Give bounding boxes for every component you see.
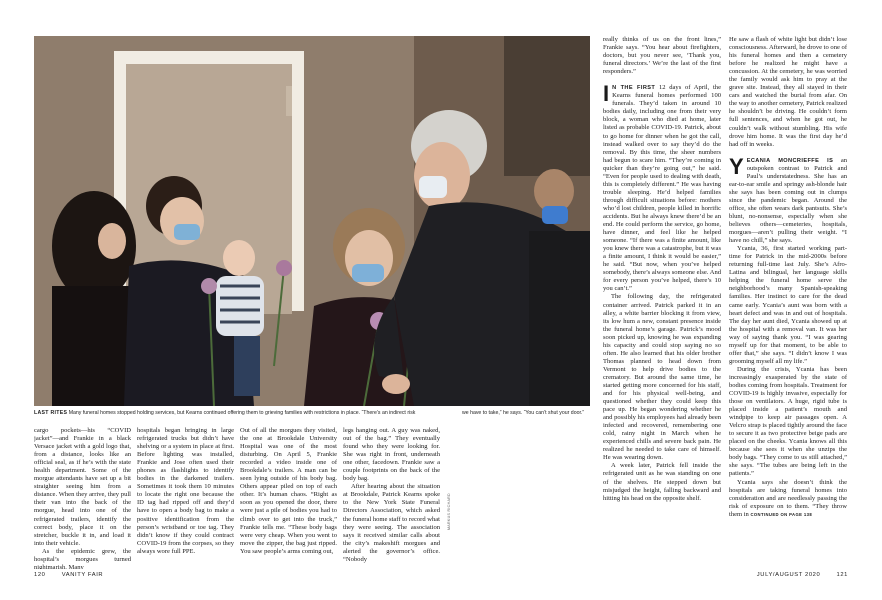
lead-in-2: ECANIA MONCRIEFFE IS <box>746 157 834 164</box>
page-number-right: 121 <box>836 572 848 578</box>
column-right-b-paragraph-5 <box>729 479 847 519</box>
magazine-name: VANITY FAIR <box>61 572 104 578</box>
page-number-left: 120 <box>34 572 46 578</box>
section-body: 12 days of April, the Kearns funeral homes performed 100 funerals. They’d taken in around 10 bodies daily, including one from their very block, a woman who died at home, later listed as probable COVID-19. Patrick, about to go home for dinner when he got the call, instead walked over to say they’d do the removal. By this time, the sheer numbers had begun to scare him. “They’re coming in quicker than they’re going out,” he said. “Even for people used to dealing with death, this is completely different.” He was having trouble sleeping. He’d helped families through difficult situations before: mothers who’d lost children, people killed in horrific accidents. But he always knew there’d be an end. He could perform the service, go home, have dinner, and feel like he helped someone. “If there was a finite amount, like you knew there was a catastrophe, but it was a finite amount, I think it would be easier,” he said. “But now, when you’ve helped somebody, there’s always someone else. And for every person you’ve helped, there’s 10 you can’t.” <box>603 84 721 293</box>
caption-text: Many funeral homes stopped holding services, but Kearns continued offering them to grieving families with restrictions in place. “There’s an indirect risk <box>67 410 416 416</box>
column-4-lower-paragraph-2: After hearing about the situation at Brookdale, Patrick Kearns spoke to the New York State Funeral Directors Association, which asked the funeral home staff to record what they were seeing. The association says it received similar calls about the city’s makeshift morgues and alerted the governor’s office. “Nobody <box>343 483 440 563</box>
column-2-paragraph: hospitals began bringing in large refrigerated trucks but didn’t have shelving or a system in place at first. Before lighting was installed, Frankie and Jose often used their phones as flashlights to identify bodies in the darkened trailers. Sometimes it took them 10 minutes to locate the right one because the ID tag had ripped off and they’d have to open a body bag to make a positive identification from the person’s wristband or toe tag. They didn’t know if they could contract COVID-19 from the corpses, so they always wore full PPE. <box>137 427 234 555</box>
column-4-lower-paragraph: legs hanging out. A guy was naked, out of the bag.” They eventually found who they were looking for. She was right in front, underneath one other, facedown. Frankie saw a couple footprints on the back of the body bag. <box>343 427 440 483</box>
section-body-2: an outspoken contrast to Patrick and Paul’s understatedness. She has an ear-to-ear smile and springy ash-blonde hair she says has been coming out in clumps since the pandemic began. Around the office, she often wears dark pantsuits. She’s blunt, no-nonsense, especially when she believes others—cemeteries, hospitals, morgues—aren’t pulling their weight. “I have no chill,” she says. <box>729 156 847 245</box>
column-right-a <box>603 36 721 570</box>
funeral-photo <box>34 36 590 406</box>
footer-right <box>757 572 848 578</box>
column-1-paragraph-2: As the epidemic grew, the hospital’s morgues turned nightmarish. Many <box>34 547 131 569</box>
footer-left <box>34 572 103 578</box>
column-2 <box>137 427 234 569</box>
column-right-a-paragraph-3: A week later, Patrick fell inside the refrigerated unit as he was standing on one of the shelves. He stepped down but misjudged the height, falling backward and hitting his head on the opposite shelf. <box>603 462 721 502</box>
column-right-a-intro: really thinks of us on the front lines,” Frankie says. “You hear about firefighters, doctors, but you never see, ‘Thank you, funeral directors.’ We’re the last of the first responders.” <box>603 36 721 76</box>
section-start-paragraph <box>603 81 721 293</box>
column-right-b <box>729 36 847 570</box>
photo-credit: MARKUS RICHARD <box>447 493 451 530</box>
photo-caption <box>34 410 590 417</box>
drop-cap-i: I <box>603 81 610 107</box>
column-right-b-paragraph-1: He saw a flash of white light but didn’t lose consciousness. Afterward, he drove to one of his funeral homes and then a cemetery before he realized he might have a concussion. At the cemetery, he was worried the family would ask him to pray at the grave site. Instead, they all stayed in their cars and watched the burial from afar. On the way to another cemetery, Patrick realized he shouldn’t be driving. He couldn’t form full sentences, and when he got out, he couldn’t walk without stumbling. His wife drove him home. It was the first day he’d had off in weeks. <box>729 36 847 148</box>
final-sentence: Ycania says she doesn’t think the hospitals are taking funeral homes into consideration and are needlessly passing the risk of exposure on to them. “They throw them in <box>729 478 847 518</box>
column-right-a-paragraph-2: The following day, the refrigerated container arrived. Patrick parked it in an alley, a white barrier blocking it from view, its low hum a new, constant presence inside the funeral home’s garage. Patrick’s mood soon picked up, knowing he was expanding his capacity and could stop saying no so often. He also learned that his older brother Thomas planned to head down from Vermont to help drive bodies to the crematory. But around the same time, he started getting more concerned for his staff, and for his physical well-being, and questioned whether they could keep this pace up. He began wondering whether he and possibly his employees had already been infected and recovered, remembering one cold, rainy night in March when he experienced chills and severe back pain. He realized he needed to take care of himself. He was wearing down. <box>603 293 721 462</box>
continued-link[interactable]: CONTINUED ON PAGE 138 <box>750 511 813 517</box>
column-3-paragraph: Out of all the morgues they visited, the one at Brookdale University Hospital was one of the most disturbing. On April 5, Frankie recorded a video inside one of Brookdale’s trailers. A man can be seen lying outside of his body bag. Others appear piled on top of each other. It’s human chaos. “Right as soon as you opened the door, there were just a pile of bodies you had to climb over to get into the truck,” Frankie tells me. “These body bags were very cheap. When you went to move the zipper, the bag just ripped. You saw people’s arms coming out, <box>240 427 337 555</box>
lead-in: N THE FIRST <box>612 85 656 92</box>
column-right-b-paragraph-3: Ycania, 36, first started working part-time for Patrick in the mid-2000s before returning full-time last July. She’s Afro-Latina and bilingual, her language skills helping the funeral home serve the neighborhood’s many Spanish-speaking families. Her instinct to care for the dead came early. Ycania’s aunt was born with a heart defect and was in and out of hospitals. The day her aunt died, Ycania showed up at the hospital with a removal van. It was her way of saying thank you. “I was gearing myself up for that moment, to be able to offer that,” she says. “I didn’t know I was grooming myself all my life.” <box>729 245 847 365</box>
issue-date: JULY/AUGUST 2020 <box>756 572 821 578</box>
column-right-b-paragraph-4: During the crisis, Ycania has been increasingly exasperated by the state of bodies coming from hospitals. Treatment for COVID-19 is highly invasive, especially for those on ventilators. A huge, rigid tube is placed inside a patient’s mouth and windpipe to keep air passages open. A Velcro strap is placed tightly around the face to secure it as two protective beige pads are placed on the cheeks. Ycania knows all this because she sees it when she unzips the body bags. “They come to us still attached,” she says. “The tubes are being left in the patients.” <box>729 365 847 478</box>
drop-cap-y: Y <box>729 153 744 179</box>
column-1-paragraph: cargo pockets—his “COVID jacket”—and Frankie in a black Versace jacket with a gold logo that, from a distance, looks like an official seal, as if he’s with the state health department. Some of the morgue attendants have set up a bit straighter seeing him from a distance. When they arrive, they pull their van into the back of the morgue, head into one of the refrigerated trailers, identify the correct body, place it on the stretcher, buckle it in, and load it into their vehicle. <box>34 427 131 547</box>
caption-label: LAST RITES <box>34 410 68 416</box>
column-3 <box>240 427 337 569</box>
funeral-scene-illustration <box>34 36 590 406</box>
caption-tail: we have to take,” he says. “You can’t shut your door.” <box>462 410 585 416</box>
section-start-paragraph-2 <box>729 153 847 246</box>
column-1 <box>34 427 131 569</box>
column-4-lower <box>343 427 440 569</box>
